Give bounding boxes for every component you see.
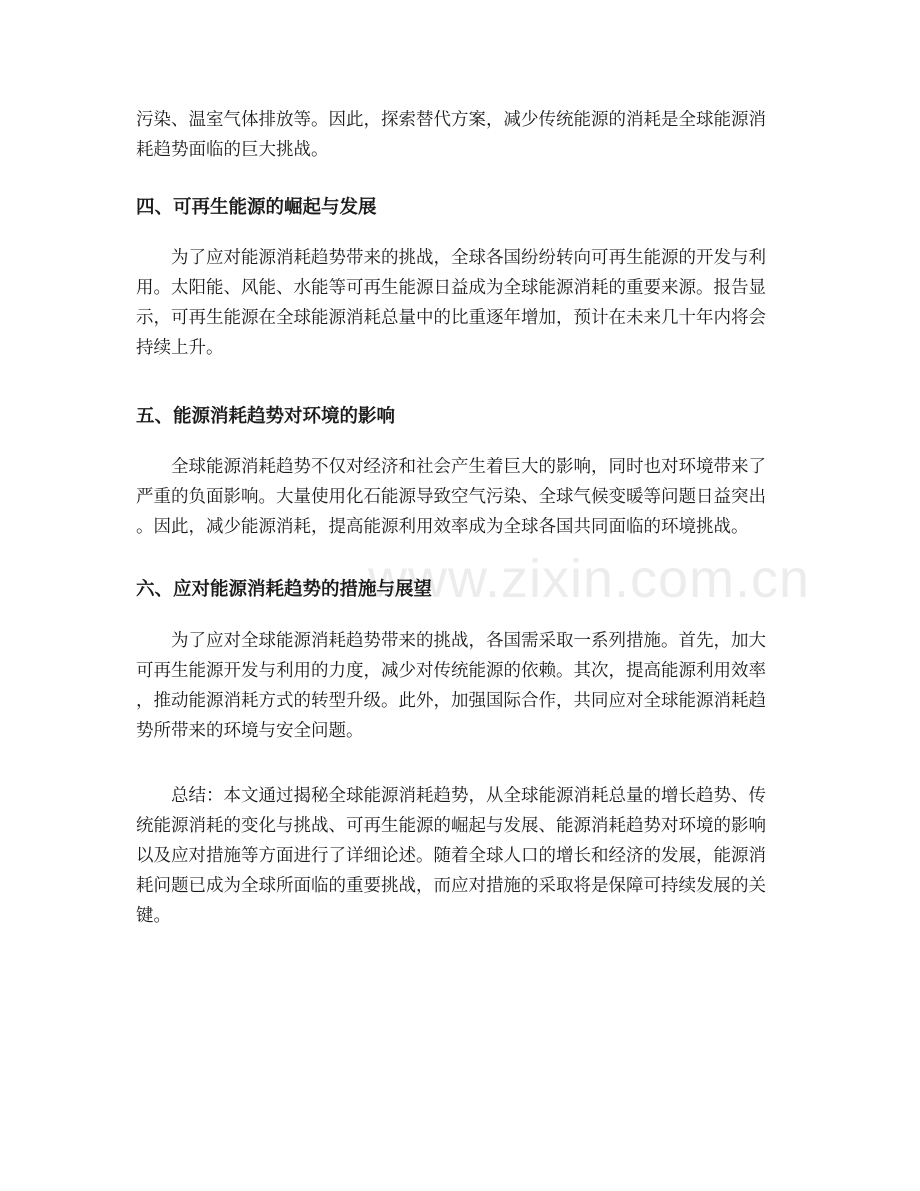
summary-paragraph [136,781,786,931]
paragraph-line: 以及应对措施等方面进行了详细论述。随着全球人口的增长和经济的发展，能源消 [136,846,766,866]
section-4-paragraph [136,243,786,363]
paragraph-line: 为了应对能源消耗趋势带来的挑战，全球各国纷纷转向可再生能源的开发与利 [136,248,766,268]
paragraph-line: 可再生能源开发与利用的力度，减少对传统能源的依赖。其次，提高能源利用效率 [136,661,766,681]
section-heading-4: 四、可再生能源的崛起与发展 [136,197,377,218]
section-6-paragraph [136,626,786,746]
section-heading-5: 五、能源消耗趋势对环境的影响 [136,406,396,427]
paragraph-line: 耗趋势面临的巨大挑战。 [136,140,329,160]
paragraph-line: 持续上升。 [136,338,224,358]
paragraph-line: ，推动能源消耗方式的转型升级。此外，加强国际合作，共同应对全球能源消耗趋 [136,691,766,711]
paragraph-line: 示，可再生能源在全球能源消耗总量中的比重逐年增加，预计在未来几十年内将会 [136,308,766,328]
paragraph-line: 污染、温室气体排放等。因此，探索替代方案，减少传统能源的消耗是全球能源消 [136,110,766,130]
watermark: www.zixin.com.cn [368,549,811,609]
paragraph-line: 统能源消耗的变化与挑战、可再生能源的崛起与发展、能源消耗趋势对环境的影响 [136,816,766,836]
section-5-paragraph [136,452,786,542]
paragraph-line: 总结：本文通过揭秘全球能源消耗趋势，从全球能源消耗总量的增长趋势、传 [136,786,766,806]
intro-paragraph [136,105,786,165]
section-heading-6: 六、应对能源消耗趋势的措施与展望 [136,579,433,600]
paragraph-line: 耗问题已成为全球所面临的重要挑战，而应对措施的采取将是保障可持续发展的关 [136,876,766,896]
paragraph-line: 全球能源消耗趋势不仅对经济和社会产生着巨大的影响，同时也对环境带来了 [136,457,766,477]
paragraph-line: 严重的负面影响。大量使用化石能源导致空气污染、全球气候变暖等问题日益突出 [136,487,766,507]
paragraph-line: 用。太阳能、风能、水能等可再生能源日益成为全球能源消耗的重要来源。报告显 [136,278,766,298]
paragraph-line: 为了应对全球能源消耗趋势带来的挑战，各国需采取一系列措施。首先，加大 [136,631,766,651]
paragraph-line: 。因此，减少能源消耗，提高能源利用效率成为全球各国共同面临的环境挑战。 [136,517,749,537]
paragraph-line: 键。 [136,906,171,926]
paragraph-line: 势所带来的环境与安全问题。 [136,721,364,741]
